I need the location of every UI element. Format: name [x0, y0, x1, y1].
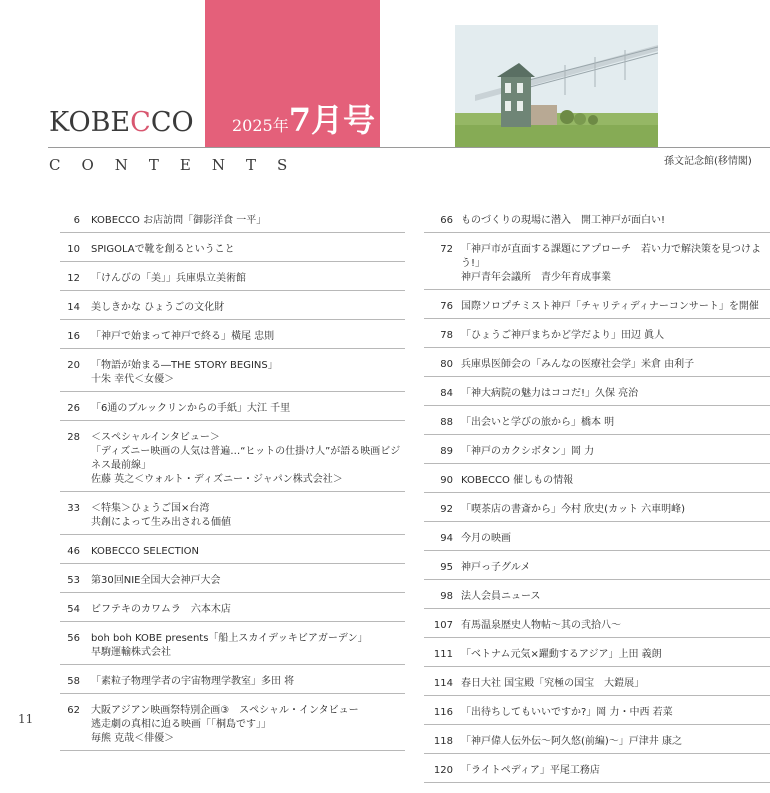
entry-title: 「物語が始まる―THE STORY BEGINS」 十朱 幸代＜女優＞ [91, 360, 278, 385]
entry-title: ものづくりの現場に潜入 開工神戸が面白い! [461, 215, 666, 226]
contents-entry [60, 301, 405, 320]
entry-page-number: 111 [433, 649, 453, 660]
entry-page-number: 78 [440, 330, 453, 341]
entry-title: 「喫茶店の書斎から」今村 欣史(カット 六車明峰) [461, 504, 686, 515]
contents-entry [60, 243, 405, 262]
entry-page-number: 14 [67, 302, 80, 313]
entry-title: 「ライトペディア」平尾工務店 [461, 765, 600, 776]
entry-page-number: 56 [67, 633, 80, 644]
entry-title: 「出会いと学びの旅から」橋本 明 [461, 417, 615, 428]
entry-page-number: 120 [433, 765, 453, 776]
contents-entry [424, 445, 770, 464]
contents-entry [60, 704, 405, 751]
contents-entry [60, 272, 405, 291]
entry-page-number: 16 [67, 331, 80, 342]
contents-entry [60, 431, 405, 492]
entry-title: 「ベトナム元気×躍動するアジア」上田 義朗 [461, 649, 662, 660]
entry-page-number: 28 [67, 432, 80, 443]
magazine-logo: KOBECCO [49, 107, 194, 138]
contents-entry [424, 300, 770, 319]
entry-page-number: 26 [67, 403, 80, 414]
entry-title: 兵庫県医師会の「みんなの医療社会学」米倉 由利子 [461, 359, 695, 370]
contents-entry [424, 358, 770, 377]
contents-list-left [60, 214, 405, 761]
issue-label: 2025年7月号 [232, 101, 376, 139]
entry-page-number: 62 [67, 705, 80, 716]
entry-page-number: 6 [73, 215, 80, 226]
entry-page-number: 46 [67, 546, 80, 557]
contents-entry [60, 574, 405, 593]
entry-page-number: 84 [440, 388, 453, 399]
entry-page-number: 116 [433, 707, 453, 718]
entry-page-number: 89 [440, 446, 453, 457]
entry-page-number: 95 [440, 562, 453, 573]
contents-entry [60, 502, 405, 535]
entry-title: 「ひょうご神戸まちかど学だより」田辺 眞人 [461, 330, 665, 341]
entry-title: 「神戸のカクシボタン」岡 力 [461, 446, 595, 457]
entry-page-number: 98 [440, 591, 453, 602]
entry-page-number: 54 [67, 604, 80, 615]
entry-page-number: 92 [440, 504, 453, 515]
contents-heading: CONTENTS [49, 156, 309, 174]
contents-entry [60, 359, 405, 392]
entry-title: SPIGOLAで靴を創るということ [91, 244, 235, 255]
entry-page-number: 20 [67, 360, 80, 371]
entry-title: 神戸っ子グルメ [461, 562, 531, 573]
contents-entry [424, 590, 770, 609]
entry-page-number: 72 [440, 244, 453, 255]
contents-entry [60, 675, 405, 694]
entry-title: 春日大社 国宝殿「究極の国宝 大鎧展」 [461, 678, 645, 689]
entry-page-number: 66 [440, 215, 453, 226]
entry-page-number: 10 [67, 244, 80, 255]
contents-entry [60, 214, 405, 233]
entry-title: 「6通のブルックリンからの手紙」大江 千里 [91, 403, 291, 414]
contents-entry [424, 561, 770, 580]
entry-title: 「神戸で始まって神戸で終る」橫尾 忠則 [91, 331, 275, 342]
entry-page-number: 88 [440, 417, 453, 428]
contents-entry [424, 735, 770, 754]
entry-title: 「けんびの「美」」兵庫県立美術館 [91, 273, 246, 284]
contents-entry [424, 648, 770, 667]
entry-page-number: 118 [433, 736, 453, 747]
contents-entry [424, 503, 770, 522]
entry-page-number: 80 [440, 359, 453, 370]
contents-entry [424, 416, 770, 435]
entry-title: ビフテキのカワムラ 六本木店 [91, 604, 231, 615]
entry-title: ＜スペシャルインタビュー＞ 「ディズニー映画の人気は普遍…“ヒットの仕掛け人”が語る映画ビジネス最前線」 佐藤 英之＜ウォルト・ディズニー・ジャパン株式会社＞ [91, 432, 401, 485]
entry-page-number: 90 [440, 475, 453, 486]
entry-title: 国際ソロプチミスト神戸「チャリティディナーコンサート」を開催 [461, 301, 759, 312]
entry-title: 「出待ちしてもいいですか?」岡 力・中西 若菜 [461, 707, 673, 718]
entry-page-number: 107 [433, 620, 453, 631]
contents-entry [60, 545, 405, 564]
entry-page-number: 33 [67, 503, 80, 514]
contents-entry [424, 329, 770, 348]
entry-page-number: 58 [67, 676, 80, 687]
photo-caption: 孫文記念館(移情閣) [664, 156, 752, 167]
contents-entry [424, 619, 770, 638]
entry-title: 大阪アジアン映画祭特別企画③ スペシャル・インタビュー 逃走劇の真相に迫る映画「「桐島です」」 毎熊 克哉＜俳優＞ [91, 705, 359, 744]
entry-page-number: 53 [67, 575, 80, 586]
entry-title: 「神大病院の魅力はココだ!」久保 亮治 [461, 388, 639, 399]
cover-photo [455, 25, 658, 147]
contents-entry [424, 532, 770, 551]
entry-title: 美しきかな ひょうごの文化財 [91, 302, 225, 313]
contents-entry [60, 632, 405, 665]
header-divider [48, 147, 770, 148]
contents-entry [60, 603, 405, 622]
entry-title: 「神戸偉人伝外伝～阿久悠(前編)～」戸津井 康之 [461, 736, 682, 747]
entry-title: ＜特集＞ひょうご国×台湾 共創によって生み出される価値 [91, 503, 231, 528]
entry-page-number: 114 [433, 678, 453, 689]
entry-title: KOBECCO 催しもの情報 [461, 475, 574, 486]
entry-page-number: 76 [440, 301, 453, 312]
entry-title: 法人会員ニュース [461, 591, 541, 602]
entry-title: 「神戸市が直面する課題にアプローチ 若い力で解決策を見つけよう!」 神戸青年会議所 青少年育成事業 [461, 244, 761, 283]
entry-title: boh boh KOBE presents「船上スカイデッキビアガーデン」 早駒運輸株式会社 [91, 633, 368, 658]
contents-list-right [424, 214, 770, 793]
entry-title: 第30回NIE全国大会神戸大会 [91, 575, 221, 586]
entry-title: 今月の映画 [461, 533, 511, 544]
entry-page-number: 12 [67, 273, 80, 284]
contents-entry [60, 402, 405, 421]
page-number: 11 [18, 712, 34, 726]
contents-entry [424, 677, 770, 696]
entry-title: 「素粒子物理学者の宇宙物理学教室」多田 将 [91, 676, 295, 687]
contents-entry [424, 214, 770, 233]
contents-entry [60, 330, 405, 349]
entry-title: 有馬温泉歴史人物帖～其の弐拾八～ [461, 620, 621, 631]
contents-entry [424, 764, 770, 783]
contents-entry [424, 243, 770, 290]
contents-entry [424, 387, 770, 406]
entry-title: KOBECCO SELECTION [91, 546, 200, 557]
contents-entry [424, 706, 770, 725]
entry-title: KOBECCO お店訪問「御影洋食 一平」 [91, 215, 267, 226]
entry-page-number: 94 [440, 533, 453, 544]
contents-entry [424, 474, 770, 493]
